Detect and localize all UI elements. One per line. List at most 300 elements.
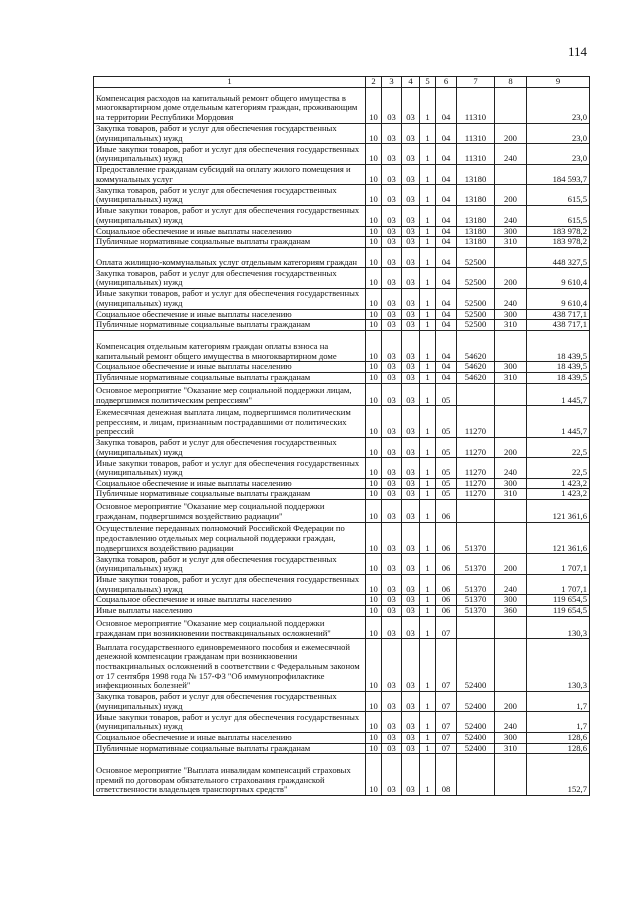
column-header: 6 xyxy=(436,77,457,88)
cell-c3: 03 xyxy=(382,437,402,458)
cell-c8: 310 xyxy=(495,320,527,331)
cell-c2: 10 xyxy=(366,754,382,796)
table-row xyxy=(94,164,590,185)
cell-c3: 03 xyxy=(382,574,402,595)
cell-c4: 03 xyxy=(402,754,420,796)
table-row xyxy=(94,616,590,639)
cell-c9: 448 327,5 xyxy=(527,247,590,268)
cell-c9: 1 707,1 xyxy=(527,554,590,575)
cell-c6: 04 xyxy=(436,237,457,248)
cell-c7: 11270 xyxy=(457,489,495,500)
cell-c3: 03 xyxy=(382,691,402,712)
cell-c8 xyxy=(495,616,527,639)
cell-c7: 52500 xyxy=(457,268,495,289)
cell-c9: 1 423,2 xyxy=(527,478,590,489)
cell-c8: 200 xyxy=(495,268,527,289)
cell-c5: 1 xyxy=(420,164,436,185)
cell-c7: 11310 xyxy=(457,144,495,165)
cell-c8 xyxy=(495,406,527,438)
cell-c8 xyxy=(495,522,527,554)
cell-c6: 05 xyxy=(436,478,457,489)
cell-c3: 03 xyxy=(382,372,402,383)
row-description: Иные закупки товаров, работ и услуг для обеспечения государственных (муниципальных) нужд xyxy=(94,458,366,479)
cell-c2: 10 xyxy=(366,489,382,500)
cell-c9: 22,5 xyxy=(527,458,590,479)
cell-c4: 03 xyxy=(402,288,420,309)
cell-c2: 10 xyxy=(366,372,382,383)
cell-c2: 10 xyxy=(366,574,382,595)
cell-c8: 300 xyxy=(495,362,527,373)
cell-c4: 03 xyxy=(402,406,420,438)
cell-c7: 11270 xyxy=(457,478,495,489)
cell-c8 xyxy=(495,639,527,692)
cell-c7: 13180 xyxy=(457,185,495,206)
cell-c5: 1 xyxy=(420,489,436,500)
cell-c8: 240 xyxy=(495,205,527,226)
table-row xyxy=(94,691,590,712)
cell-c3: 03 xyxy=(382,743,402,754)
table-row xyxy=(94,500,590,523)
cell-c3: 03 xyxy=(382,522,402,554)
row-description: Компенсация отдельным категориям граждан оплаты взноса на капитальный ремонт общего имущества в многоквартирном доме xyxy=(94,330,366,362)
table-row xyxy=(94,123,590,144)
table-row xyxy=(94,226,590,237)
cell-c2: 10 xyxy=(366,123,382,144)
cell-c3: 03 xyxy=(382,164,402,185)
cell-c7: 11310 xyxy=(457,88,495,124)
cell-c5: 1 xyxy=(420,362,436,373)
cell-c4: 03 xyxy=(402,478,420,489)
cell-c5: 1 xyxy=(420,226,436,237)
cell-c3: 03 xyxy=(382,123,402,144)
cell-c6: 06 xyxy=(436,595,457,606)
cell-c7: 51370 xyxy=(457,574,495,595)
budget-table xyxy=(93,76,590,796)
column-header: 4 xyxy=(402,77,420,88)
row-description: Социальное обеспечение и иные выплаты населению xyxy=(94,309,366,320)
cell-c2: 10 xyxy=(366,691,382,712)
row-description: Закупка товаров, работ и услуг для обеспечения государственных (муниципальных) нужд xyxy=(94,437,366,458)
row-description: Закупка товаров, работ и услуг для обеспечения государственных (муниципальных) нужд xyxy=(94,554,366,575)
cell-c3: 03 xyxy=(382,733,402,744)
cell-c4: 03 xyxy=(402,144,420,165)
cell-c5: 1 xyxy=(420,458,436,479)
cell-c2: 10 xyxy=(366,406,382,438)
cell-c5: 1 xyxy=(420,616,436,639)
cell-c6: 06 xyxy=(436,500,457,523)
cell-c2: 10 xyxy=(366,639,382,692)
table-row xyxy=(94,288,590,309)
cell-c3: 03 xyxy=(382,554,402,575)
cell-c9: 130,3 xyxy=(527,616,590,639)
cell-c6: 04 xyxy=(436,144,457,165)
cell-c7: 54620 xyxy=(457,362,495,373)
table-row xyxy=(94,639,590,692)
table-row xyxy=(94,383,590,406)
cell-c9: 9 610,4 xyxy=(527,268,590,289)
cell-c3: 03 xyxy=(382,616,402,639)
row-description: Социальное обеспечение и иные выплаты населению xyxy=(94,226,366,237)
row-description: Публичные нормативные социальные выплаты гражданам xyxy=(94,743,366,754)
row-description: Закупка товаров, работ и услуг для обеспечения государственных (муниципальных) нужд xyxy=(94,185,366,206)
row-description: Иные закупки товаров, работ и услуг для обеспечения государственных (муниципальных) нужд xyxy=(94,144,366,165)
cell-c7: 11270 xyxy=(457,437,495,458)
cell-c3: 03 xyxy=(382,330,402,362)
cell-c7 xyxy=(457,754,495,796)
cell-c2: 10 xyxy=(366,554,382,575)
cell-c7: 51370 xyxy=(457,595,495,606)
cell-c8: 310 xyxy=(495,489,527,500)
cell-c3: 03 xyxy=(382,362,402,373)
cell-c8: 200 xyxy=(495,691,527,712)
cell-c7: 52400 xyxy=(457,712,495,733)
cell-c6: 04 xyxy=(436,309,457,320)
cell-c8: 200 xyxy=(495,437,527,458)
column-header: 9 xyxy=(527,77,590,88)
cell-c2: 10 xyxy=(366,185,382,206)
row-description: Публичные нормативные социальные выплаты гражданам xyxy=(94,372,366,383)
row-description: Иные выплаты населению xyxy=(94,606,366,617)
cell-c7: 13180 xyxy=(457,237,495,248)
cell-c6: 05 xyxy=(436,489,457,500)
cell-c8: 200 xyxy=(495,185,527,206)
column-header: 7 xyxy=(457,77,495,88)
cell-c5: 1 xyxy=(420,320,436,331)
row-description: Иные закупки товаров, работ и услуг для обеспечения государственных (муниципальных) нужд xyxy=(94,288,366,309)
cell-c9: 1 707,1 xyxy=(527,574,590,595)
cell-c8: 300 xyxy=(495,478,527,489)
column-header: 8 xyxy=(495,77,527,88)
cell-c3: 03 xyxy=(382,144,402,165)
cell-c9: 18 439,5 xyxy=(527,362,590,373)
cell-c5: 1 xyxy=(420,691,436,712)
cell-c6: 04 xyxy=(436,247,457,268)
cell-c9: 438 717,1 xyxy=(527,309,590,320)
cell-c2: 10 xyxy=(366,205,382,226)
cell-c9: 130,3 xyxy=(527,639,590,692)
cell-c4: 03 xyxy=(402,691,420,712)
row-description: Оплата жилищно-коммунальных услуг отдельным категориям граждан xyxy=(94,247,366,268)
cell-c8 xyxy=(495,500,527,523)
cell-c3: 03 xyxy=(382,478,402,489)
page-number: 114 xyxy=(568,44,588,59)
cell-c7 xyxy=(457,500,495,523)
table-row xyxy=(94,309,590,320)
table-row xyxy=(94,574,590,595)
cell-c5: 1 xyxy=(420,554,436,575)
cell-c8: 310 xyxy=(495,372,527,383)
cell-c7 xyxy=(457,383,495,406)
row-description: Закупка товаров, работ и услуг для обеспечения государственных (муниципальных) нужд xyxy=(94,268,366,289)
cell-c3: 03 xyxy=(382,595,402,606)
cell-c8: 240 xyxy=(495,458,527,479)
cell-c4: 03 xyxy=(402,500,420,523)
cell-c8: 240 xyxy=(495,144,527,165)
cell-c9: 128,6 xyxy=(527,733,590,744)
cell-c9: 22,5 xyxy=(527,437,590,458)
row-description: Выплата государственного единовременного пособия и ежемесячной денежной компенсации гражданам при возникновении поствакцинальных осложнений в соответствии с Федеральным законом от 17 сентября 1998 года № 157-ФЗ "Об иммунопрофилактике инфекционных болезней" xyxy=(94,639,366,692)
cell-c3: 03 xyxy=(382,288,402,309)
cell-c8: 300 xyxy=(495,226,527,237)
table-row xyxy=(94,743,590,754)
cell-c3: 03 xyxy=(382,712,402,733)
cell-c5: 1 xyxy=(420,185,436,206)
cell-c4: 03 xyxy=(402,247,420,268)
cell-c9: 615,5 xyxy=(527,185,590,206)
cell-c5: 1 xyxy=(420,437,436,458)
table-body xyxy=(94,88,590,796)
cell-c6: 04 xyxy=(436,123,457,144)
table-header-row xyxy=(94,77,590,88)
cell-c5: 1 xyxy=(420,743,436,754)
row-description: Социальное обеспечение и иные выплаты населению xyxy=(94,595,366,606)
cell-c2: 10 xyxy=(366,733,382,744)
cell-c3: 03 xyxy=(382,237,402,248)
cell-c7 xyxy=(457,616,495,639)
cell-c3: 03 xyxy=(382,754,402,796)
row-description: Социальное обеспечение и иные выплаты населению xyxy=(94,362,366,373)
table-row xyxy=(94,595,590,606)
cell-c4: 03 xyxy=(402,522,420,554)
cell-c7: 13180 xyxy=(457,226,495,237)
cell-c5: 1 xyxy=(420,330,436,362)
cell-c8 xyxy=(495,247,527,268)
cell-c3: 03 xyxy=(382,226,402,237)
cell-c4: 03 xyxy=(402,372,420,383)
cell-c9: 184 593,7 xyxy=(527,164,590,185)
cell-c6: 04 xyxy=(436,164,457,185)
cell-c2: 10 xyxy=(366,330,382,362)
cell-c8 xyxy=(495,383,527,406)
row-description: Социальное обеспечение и иные выплаты населению xyxy=(94,733,366,744)
cell-c4: 03 xyxy=(402,309,420,320)
row-description: Иные закупки товаров, работ и услуг для обеспечения государственных (муниципальных) нужд xyxy=(94,712,366,733)
row-description: Основное мероприятие "Оказание мер социальной поддержки лицам, подвергшимся политическим репрессиям" xyxy=(94,383,366,406)
cell-c7: 11270 xyxy=(457,406,495,438)
cell-c6: 04 xyxy=(436,268,457,289)
cell-c6: 06 xyxy=(436,554,457,575)
cell-c9: 183 978,2 xyxy=(527,237,590,248)
cell-c5: 1 xyxy=(420,522,436,554)
cell-c8: 200 xyxy=(495,123,527,144)
cell-c5: 1 xyxy=(420,478,436,489)
cell-c4: 03 xyxy=(402,616,420,639)
cell-c8 xyxy=(495,330,527,362)
cell-c8 xyxy=(495,164,527,185)
table-row xyxy=(94,754,590,796)
cell-c3: 03 xyxy=(382,489,402,500)
cell-c9: 183 978,2 xyxy=(527,226,590,237)
cell-c9: 23,0 xyxy=(527,123,590,144)
cell-c6: 04 xyxy=(436,362,457,373)
cell-c9: 23,0 xyxy=(527,144,590,165)
row-description: Компенсация расходов на капитальный ремонт общего имущества в многоквартирном доме отдельным категориям граждан, проживающим на территории Республики Мордовия xyxy=(94,88,366,124)
cell-c5: 1 xyxy=(420,733,436,744)
cell-c4: 03 xyxy=(402,712,420,733)
cell-c2: 10 xyxy=(366,288,382,309)
cell-c6: 05 xyxy=(436,458,457,479)
row-description: Иные закупки товаров, работ и услуг для обеспечения государственных (муниципальных) нужд xyxy=(94,574,366,595)
cell-c9: 152,7 xyxy=(527,754,590,796)
cell-c7: 54620 xyxy=(457,330,495,362)
cell-c7: 51370 xyxy=(457,554,495,575)
cell-c2: 10 xyxy=(366,309,382,320)
cell-c2: 10 xyxy=(366,226,382,237)
cell-c9: 1,7 xyxy=(527,712,590,733)
cell-c4: 03 xyxy=(402,320,420,331)
cell-c5: 1 xyxy=(420,754,436,796)
cell-c4: 03 xyxy=(402,362,420,373)
cell-c2: 10 xyxy=(366,712,382,733)
cell-c6: 04 xyxy=(436,205,457,226)
cell-c9: 119 654,5 xyxy=(527,606,590,617)
cell-c6: 07 xyxy=(436,712,457,733)
cell-c9: 1 423,2 xyxy=(527,489,590,500)
cell-c4: 03 xyxy=(402,123,420,144)
cell-c7: 11310 xyxy=(457,123,495,144)
cell-c8: 300 xyxy=(495,595,527,606)
cell-c3: 03 xyxy=(382,185,402,206)
cell-c2: 10 xyxy=(366,500,382,523)
cell-c8: 240 xyxy=(495,712,527,733)
cell-c9: 1 445,7 xyxy=(527,383,590,406)
table-row xyxy=(94,522,590,554)
cell-c5: 1 xyxy=(420,372,436,383)
cell-c3: 03 xyxy=(382,606,402,617)
cell-c4: 03 xyxy=(402,554,420,575)
cell-c7: 52500 xyxy=(457,320,495,331)
table-row xyxy=(94,712,590,733)
cell-c4: 03 xyxy=(402,489,420,500)
cell-c3: 03 xyxy=(382,320,402,331)
table-row xyxy=(94,372,590,383)
cell-c2: 10 xyxy=(366,247,382,268)
cell-c7: 52500 xyxy=(457,309,495,320)
table-row xyxy=(94,489,590,500)
cell-c2: 10 xyxy=(366,237,382,248)
cell-c5: 1 xyxy=(420,383,436,406)
cell-c5: 1 xyxy=(420,205,436,226)
cell-c4: 03 xyxy=(402,237,420,248)
cell-c5: 1 xyxy=(420,574,436,595)
cell-c4: 03 xyxy=(402,383,420,406)
cell-c4: 03 xyxy=(402,743,420,754)
cell-c9: 1 445,7 xyxy=(527,406,590,438)
cell-c4: 03 xyxy=(402,205,420,226)
cell-c7: 52400 xyxy=(457,639,495,692)
cell-c5: 1 xyxy=(420,88,436,124)
cell-c2: 10 xyxy=(366,458,382,479)
cell-c6: 07 xyxy=(436,616,457,639)
row-description: Социальное обеспечение и иные выплаты населению xyxy=(94,478,366,489)
cell-c2: 10 xyxy=(366,362,382,373)
cell-c7: 52400 xyxy=(457,691,495,712)
cell-c5: 1 xyxy=(420,712,436,733)
row-description: Публичные нормативные социальные выплаты гражданам xyxy=(94,489,366,500)
cell-c4: 03 xyxy=(402,595,420,606)
cell-c5: 1 xyxy=(420,288,436,309)
row-description: Иные закупки товаров, работ и услуг для обеспечения государственных (муниципальных) нужд xyxy=(94,205,366,226)
table-row xyxy=(94,554,590,575)
cell-c7: 13180 xyxy=(457,164,495,185)
cell-c6: 05 xyxy=(436,437,457,458)
cell-c9: 121 361,6 xyxy=(527,522,590,554)
table-row xyxy=(94,733,590,744)
table-row xyxy=(94,320,590,331)
cell-c2: 10 xyxy=(366,522,382,554)
cell-c2: 10 xyxy=(366,383,382,406)
row-description: Основное мероприятие "Оказание мер социальной поддержки гражданам, подвергшимся воздействию радиации" xyxy=(94,500,366,523)
cell-c9: 121 361,6 xyxy=(527,500,590,523)
cell-c3: 03 xyxy=(382,205,402,226)
table-row xyxy=(94,205,590,226)
row-description: Предоставление гражданам субсидий на оплату жилого помещения и коммунальных услуг xyxy=(94,164,366,185)
table-row xyxy=(94,406,590,438)
cell-c6: 04 xyxy=(436,330,457,362)
cell-c3: 03 xyxy=(382,268,402,289)
cell-c6: 04 xyxy=(436,88,457,124)
row-description: Закупка товаров, работ и услуг для обеспечения государственных (муниципальных) нужд xyxy=(94,691,366,712)
cell-c2: 10 xyxy=(366,164,382,185)
cell-c6: 05 xyxy=(436,406,457,438)
cell-c3: 03 xyxy=(382,458,402,479)
column-header: 3 xyxy=(382,77,402,88)
cell-c8 xyxy=(495,88,527,124)
table-row xyxy=(94,458,590,479)
table-row xyxy=(94,362,590,373)
cell-c5: 1 xyxy=(420,500,436,523)
row-description: Ежемесячная денежная выплата лицам, подвергшимся политическим репрессиям, и лицам, признанным пострадавшими от политических репрессий xyxy=(94,406,366,438)
table-row xyxy=(94,185,590,206)
cell-c5: 1 xyxy=(420,247,436,268)
cell-c2: 10 xyxy=(366,437,382,458)
cell-c2: 10 xyxy=(366,743,382,754)
cell-c3: 03 xyxy=(382,383,402,406)
cell-c5: 1 xyxy=(420,144,436,165)
row-description: Осуществление переданных полномочий Российской Федерации по предоставлению отдельных мер социальной поддержки граждан, подвергшихся воздействию радиации xyxy=(94,522,366,554)
cell-c2: 10 xyxy=(366,268,382,289)
row-description: Закупка товаров, работ и услуг для обеспечения государственных (муниципальных) нужд xyxy=(94,123,366,144)
row-description: Публичные нормативные социальные выплаты гражданам xyxy=(94,237,366,248)
cell-c6: 08 xyxy=(436,754,457,796)
cell-c8: 240 xyxy=(495,574,527,595)
cell-c9: 1,7 xyxy=(527,691,590,712)
table-row xyxy=(94,144,590,165)
cell-c7: 51370 xyxy=(457,606,495,617)
cell-c7: 13180 xyxy=(457,205,495,226)
cell-c9: 23,0 xyxy=(527,88,590,124)
cell-c7: 52400 xyxy=(457,743,495,754)
cell-c6: 06 xyxy=(436,606,457,617)
cell-c7: 54620 xyxy=(457,372,495,383)
cell-c7: 52500 xyxy=(457,288,495,309)
cell-c4: 03 xyxy=(402,733,420,744)
cell-c4: 03 xyxy=(402,185,420,206)
row-description: Основное мероприятие "Выплата инвалидам компенсаций страховых премий по договорам обязательного страхования гражданской ответственности владельцев транспортных средств" xyxy=(94,754,366,796)
cell-c6: 06 xyxy=(436,522,457,554)
cell-c5: 1 xyxy=(420,309,436,320)
cell-c4: 03 xyxy=(402,458,420,479)
cell-c4: 03 xyxy=(402,164,420,185)
cell-c2: 10 xyxy=(366,606,382,617)
cell-c8: 360 xyxy=(495,606,527,617)
cell-c3: 03 xyxy=(382,406,402,438)
row-description: Основное мероприятие "Оказание мер социальной поддержки гражданам при возникновении поствакцинальных осложнений" xyxy=(94,616,366,639)
cell-c8: 300 xyxy=(495,309,527,320)
cell-c2: 10 xyxy=(366,478,382,489)
table-row xyxy=(94,237,590,248)
cell-c4: 03 xyxy=(402,574,420,595)
